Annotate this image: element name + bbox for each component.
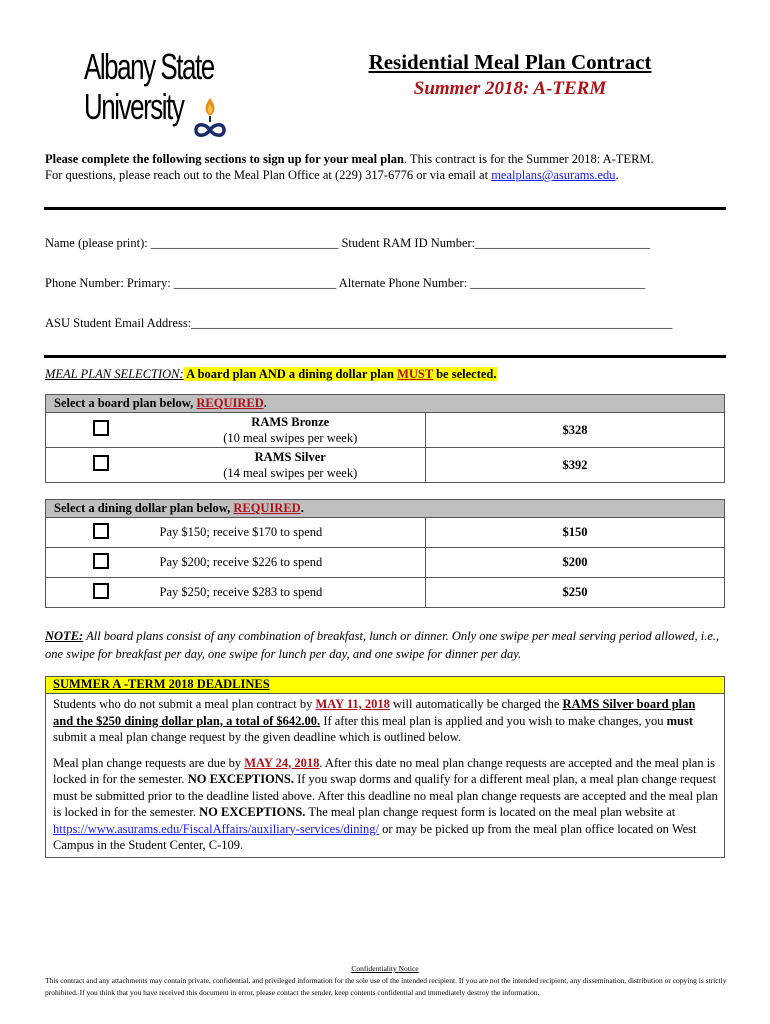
page-title: Residential Meal Plan Contract bbox=[368, 50, 652, 74]
logo-line2: University bbox=[84, 86, 184, 127]
phone-field-row[interactable] bbox=[45, 276, 727, 291]
dining-250-checkbox[interactable] bbox=[93, 583, 109, 599]
logo-flame-icon bbox=[192, 96, 228, 140]
deadline-paragraph-2: Meal plan change requests are due by MAY 24, 2018. After this date no meal plan change requests are accepted and the meal plan is locked in for the semester. NO EXCEPTIONS. If you swap dorms and qualify for a different meal plan, a meal plan change request must be submitted prior to the deadline listed above. After this deadline no meal plan change requests are accepted and the meal plan is locked in for the semester. NO EXCEPTIONS. The meal plan change request form is located on the meal plan website at https://www.asurams.edu/FiscalAffairs/auxiliary-services/dining/ or may be picked up from the meal plan office located on West Campus in the Student Center, C-109. bbox=[53, 755, 718, 852]
dining-200-checkbox[interactable] bbox=[93, 553, 109, 569]
board-plan-note bbox=[45, 627, 735, 663]
board-plan-table bbox=[45, 394, 725, 483]
selection-label: MEAL PLAN SELECTION: bbox=[45, 367, 184, 381]
phone-field[interactable]: Phone Number: Primary: __________________________ bbox=[45, 276, 339, 290]
email-link[interactable]: mealplans@asurams.edu bbox=[491, 168, 616, 182]
meal-plan-selection-heading bbox=[45, 367, 497, 382]
plan-name: RAMS Silver bbox=[254, 450, 326, 464]
deadline-paragraph-1: Students who do not submit a meal plan contract by MAY 11, 2018 will automatically be charged the RAMS Silver board plan and the $250 dining dollar plan, a total of $642.00. If after this meal plan is applied and you wish to make changes, you must submit a meal plan change request by the given deadline which is outlined below. bbox=[53, 697, 696, 744]
confidentiality-body: This contract and any attachments may contain private, confidential, and privileged information for the sole use of the intended recipient. If you are not the intended recipient, any dissemination, distribution or copying is strictly prohibited. If you think that you have received this document in error, please contact the sender, keep contents confidential and immediately destroy the information. bbox=[45, 976, 727, 997]
section-divider bbox=[44, 355, 726, 358]
contract-deadline-date: MAY 11, 2018 bbox=[315, 697, 390, 711]
intro-rest: . This contract is for the Summer 2018: A-TERM. bbox=[403, 152, 654, 166]
table-row bbox=[46, 448, 725, 483]
table-row bbox=[46, 518, 725, 548]
dining-plan-price: $150 bbox=[426, 518, 725, 548]
plan-detail: (10 meal swipes per week) bbox=[223, 431, 358, 445]
note-text: All board plans consist of any combination of breakfast, lunch or dinner. Only one swipe per meal serving period allowed, i.e., one swipe for breakfast per day, one swipe for lunch per day, and one swipe for dinner per day. bbox=[45, 629, 720, 661]
table-row bbox=[46, 413, 725, 448]
dining-150-checkbox[interactable] bbox=[93, 523, 109, 539]
alt-phone-field[interactable]: Alternate Phone Number: ____________________________ bbox=[338, 276, 646, 290]
change-deadline-date: MAY 24, 2018 bbox=[244, 755, 320, 770]
selection-must: MUST bbox=[397, 367, 433, 381]
note-label: NOTE: bbox=[45, 629, 84, 643]
name-field[interactable]: Name (please print): ______________________________ bbox=[45, 236, 342, 250]
deadlines-body bbox=[46, 694, 724, 854]
dining-plan-table bbox=[45, 499, 725, 608]
intro-line2: For questions, please reach out to the Meal Plan Office at (229) 317-6776 or via email at bbox=[45, 168, 492, 182]
plan-detail: (14 meal swipes per week) bbox=[223, 466, 358, 480]
dining-website-link[interactable]: https://www.asurams.edu/FiscalAffairs/auxiliary-services/dining/ bbox=[53, 821, 379, 836]
dining-plan-desc: Pay $150; receive $170 to spend bbox=[156, 518, 426, 548]
selection-text2: be selected. bbox=[432, 367, 497, 381]
dining-plan-price: $200 bbox=[426, 548, 725, 578]
rams-bronze-checkbox[interactable] bbox=[93, 420, 109, 436]
intro-end: . bbox=[615, 168, 619, 182]
intro-bold: Please complete the following sections to sign up for your meal plan bbox=[45, 152, 404, 166]
dining-plan-desc: Pay $250; receive $283 to spend bbox=[156, 578, 426, 608]
table-row bbox=[46, 578, 725, 608]
page-subtitle: Summer 2018: A-TERM bbox=[413, 78, 607, 99]
plan-price: $328 bbox=[426, 413, 725, 448]
email-field[interactable]: ASU Student Email Address:_____________________________________________________________________________ bbox=[45, 316, 673, 330]
dining-plan-desc: Pay $200; receive $226 to spend bbox=[156, 548, 426, 578]
section-divider bbox=[44, 207, 726, 210]
logo-line1: Albany State bbox=[84, 46, 214, 87]
plan-name: RAMS Bronze bbox=[251, 415, 330, 429]
dining-plan-header: Select a dining dollar plan below, REQUIRED. bbox=[46, 500, 725, 518]
board-plan-header: Select a board plan below, REQUIRED. bbox=[46, 395, 725, 413]
plan-price: $392 bbox=[426, 448, 725, 483]
selection-text1: A board plan AND a dining dollar plan bbox=[183, 367, 398, 381]
name-field-row[interactable] bbox=[45, 236, 727, 251]
confidentiality-title: Confidentiality Notice bbox=[351, 964, 419, 973]
university-logo bbox=[80, 46, 230, 146]
table-row bbox=[46, 548, 725, 578]
intro-text bbox=[45, 151, 735, 183]
dining-plan-price: $250 bbox=[426, 578, 725, 608]
rams-silver-checkbox[interactable] bbox=[93, 455, 109, 471]
deadlines-box bbox=[45, 676, 725, 858]
deadlines-title: SUMMER A -TERM 2018 DEADLINES bbox=[46, 677, 724, 694]
ram-id-field[interactable]: Student RAM ID Number:____________________________ bbox=[341, 236, 651, 250]
email-field-row[interactable] bbox=[45, 316, 727, 331]
